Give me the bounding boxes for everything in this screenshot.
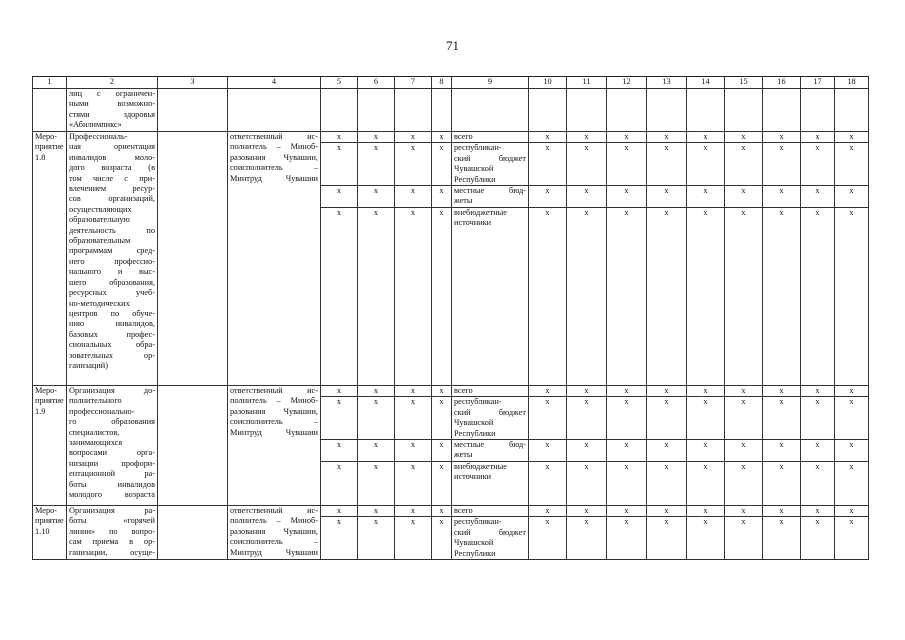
event-id-cell: [33, 132, 67, 386]
x-mark: x: [647, 440, 687, 462]
funding-source-cell: [452, 397, 529, 440]
column-number: 15: [725, 77, 763, 89]
x-mark: x: [395, 517, 432, 560]
text-line: ганизации, осуще-: [69, 547, 155, 557]
event-id-cell: [33, 386, 67, 506]
text-line: «Абилимпикс»: [69, 120, 122, 130]
empty-cell: [687, 89, 725, 132]
text-line: всего: [454, 506, 473, 516]
x-mark: x: [321, 208, 358, 386]
text-line: дого возраста (в: [69, 163, 155, 173]
x-mark: x: [835, 397, 869, 440]
empty-cell: [158, 386, 228, 506]
text-line: вопросами орга-: [69, 448, 155, 458]
x-mark: x: [687, 143, 725, 186]
x-mark: x: [763, 132, 801, 143]
text-line: республикан-: [454, 143, 502, 153]
x-mark: x: [647, 462, 687, 506]
empty-cell: [158, 506, 228, 560]
x-mark: x: [358, 462, 395, 506]
empty-cell: [529, 89, 567, 132]
x-mark: x: [647, 517, 687, 560]
text-line: ский бюджет: [454, 527, 526, 537]
column-number: 4: [228, 77, 321, 89]
text-line: ответственный ис-: [230, 506, 318, 516]
column-number: 3: [158, 77, 228, 89]
x-mark: x: [358, 517, 395, 560]
x-mark: x: [725, 462, 763, 506]
x-mark: x: [321, 386, 358, 397]
text-line: занимающихся: [69, 438, 123, 448]
text-line: разования Чувашии,: [230, 152, 318, 162]
x-mark: x: [529, 208, 567, 386]
column-number: 1: [33, 77, 67, 89]
text-line: местные бюд-: [454, 186, 526, 196]
x-mark: x: [725, 517, 763, 560]
x-mark: x: [321, 143, 358, 186]
text-line: сиональных обра-: [69, 340, 155, 350]
x-mark: x: [607, 462, 647, 506]
table-row: [33, 89, 869, 132]
x-mark: x: [432, 506, 452, 517]
text-line: соисполнитель –: [230, 537, 318, 547]
text-line: полнительного: [69, 396, 122, 406]
text-line: ответственный ис-: [230, 386, 318, 396]
column-number: 11: [567, 77, 607, 89]
table-row: [33, 506, 869, 517]
x-mark: x: [763, 506, 801, 517]
x-mark: x: [432, 517, 452, 560]
table-body: [33, 77, 869, 560]
x-mark: x: [358, 397, 395, 440]
text-line: всего: [454, 132, 473, 141]
text-line: внебюджетные: [454, 208, 507, 218]
empty-cell: [763, 89, 801, 132]
x-mark: x: [607, 440, 647, 462]
event-id-cell: [33, 89, 67, 132]
text-line: го образования: [69, 417, 155, 427]
empty-cell: [158, 89, 228, 132]
x-mark: x: [801, 506, 835, 517]
funding-source-cell: [452, 386, 529, 397]
x-mark: x: [763, 186, 801, 208]
column-number: 13: [647, 77, 687, 89]
event-name-cell: [67, 506, 158, 560]
executor-cell: [228, 506, 321, 560]
x-mark: x: [647, 397, 687, 440]
x-mark: x: [529, 517, 567, 560]
column-number: 10: [529, 77, 567, 89]
x-mark: x: [687, 397, 725, 440]
x-mark: x: [687, 386, 725, 397]
event-name-cell: [67, 386, 158, 506]
x-mark: x: [567, 143, 607, 186]
x-mark: x: [607, 143, 647, 186]
x-mark: x: [395, 143, 432, 186]
text-line: Республики: [454, 174, 496, 184]
x-mark: x: [607, 386, 647, 397]
x-mark: x: [835, 386, 869, 397]
text-line: но-методических: [69, 298, 130, 308]
x-mark: x: [395, 440, 432, 462]
x-mark: x: [529, 462, 567, 506]
table-row: [33, 132, 869, 143]
x-mark: x: [725, 386, 763, 397]
x-mark: x: [358, 506, 395, 517]
text-line: профессионально-: [69, 406, 135, 416]
x-mark: x: [763, 517, 801, 560]
empty-cell: [158, 132, 228, 386]
empty-cell: [432, 89, 452, 132]
x-mark: x: [321, 397, 358, 440]
funding-source-cell: [452, 186, 529, 208]
x-mark: x: [801, 132, 835, 143]
x-mark: x: [567, 132, 607, 143]
x-mark: x: [687, 517, 725, 560]
x-mark: x: [358, 186, 395, 208]
x-mark: x: [395, 208, 432, 386]
x-mark: x: [687, 506, 725, 517]
x-mark: x: [432, 208, 452, 386]
x-mark: x: [835, 506, 869, 517]
x-mark: x: [647, 132, 687, 143]
text-line: него профессио-: [69, 256, 155, 266]
funding-source-cell: [452, 132, 529, 143]
empty-cell: [801, 89, 835, 132]
empty-cell: [725, 89, 763, 132]
x-mark: x: [432, 440, 452, 462]
text-line: ресурсных учеб-: [69, 288, 155, 298]
x-mark: x: [529, 506, 567, 517]
text-line: нального и выс-: [69, 267, 155, 277]
text-line: молодого возраста: [69, 490, 155, 500]
x-mark: x: [763, 440, 801, 462]
x-mark: x: [725, 132, 763, 143]
page-number: 71: [446, 38, 459, 53]
x-mark: x: [321, 462, 358, 506]
text-line: ответственный ис-: [230, 132, 318, 141]
text-line: ная ориентация: [69, 142, 155, 152]
x-mark: x: [567, 440, 607, 462]
text-line: Организация ра-: [69, 506, 155, 516]
funding-source-cell: [452, 506, 529, 517]
x-mark: x: [395, 186, 432, 208]
text-line: шего образования,: [69, 277, 155, 287]
empty-cell: [835, 89, 869, 132]
x-mark: x: [321, 440, 358, 462]
text-line: полнитель – Миноб-: [230, 516, 318, 526]
text-line: Республики: [454, 548, 496, 558]
text-line: источники: [454, 472, 492, 482]
text-line: низации профори-: [69, 458, 155, 468]
text-line: сов организаций,: [69, 194, 155, 204]
text-line: 1.8: [35, 152, 46, 162]
x-mark: x: [432, 397, 452, 440]
x-mark: x: [725, 506, 763, 517]
x-mark: x: [763, 462, 801, 506]
text-line: том числе с при-: [69, 173, 155, 183]
text-line: Минтруд Чувашии: [230, 427, 318, 437]
x-mark: x: [607, 186, 647, 208]
x-mark: x: [647, 506, 687, 517]
x-mark: x: [801, 143, 835, 186]
text-line: всего: [454, 386, 473, 396]
text-line: боты инвалидов: [69, 479, 155, 489]
text-line: влечением ресур-: [69, 184, 155, 194]
x-mark: x: [321, 186, 358, 208]
text-line: республикан-: [454, 517, 502, 527]
x-mark: x: [687, 462, 725, 506]
column-number: 16: [763, 77, 801, 89]
x-mark: x: [321, 517, 358, 560]
funding-source-cell: [452, 462, 529, 506]
x-mark: x: [395, 386, 432, 397]
text-line: ганизаций): [69, 360, 109, 370]
x-mark: x: [607, 517, 647, 560]
text-line: соисполнитель –: [230, 163, 318, 173]
x-mark: x: [432, 143, 452, 186]
event-name-cell: [67, 89, 158, 132]
x-mark: x: [395, 462, 432, 506]
column-number: 9: [452, 77, 529, 89]
text-line: разования Чувашии,: [230, 406, 318, 416]
column-number: 17: [801, 77, 835, 89]
text-line: стями здоровья: [69, 109, 155, 119]
event-id-cell: [33, 506, 67, 560]
text-line: Чувашской: [454, 418, 494, 428]
text-line: лиц с ограничен-: [69, 89, 155, 98]
text-line: соисполнитель –: [230, 417, 318, 427]
text-line: ентационной ра-: [69, 469, 155, 479]
empty-cell: [647, 89, 687, 132]
x-mark: x: [395, 132, 432, 143]
x-mark: x: [432, 386, 452, 397]
text-line: жеты: [454, 450, 473, 460]
empty-cell: [395, 89, 432, 132]
x-mark: x: [835, 462, 869, 506]
x-mark: x: [725, 440, 763, 462]
column-number: 5: [321, 77, 358, 89]
x-mark: x: [567, 517, 607, 560]
x-mark: x: [763, 397, 801, 440]
text-line: осуществляющих: [69, 204, 132, 214]
x-mark: x: [835, 132, 869, 143]
empty-cell: [452, 89, 529, 132]
funding-source-cell: [452, 517, 529, 560]
text-line: Чувашской: [454, 538, 494, 548]
x-mark: x: [567, 186, 607, 208]
text-line: разования Чувашии,: [230, 526, 318, 536]
x-mark: x: [835, 186, 869, 208]
text-line: Минтруд Чувашии: [230, 547, 318, 557]
x-mark: x: [801, 517, 835, 560]
text-line: приятие: [35, 516, 64, 526]
x-mark: x: [321, 506, 358, 517]
x-mark: x: [801, 462, 835, 506]
x-mark: x: [567, 506, 607, 517]
x-mark: x: [835, 517, 869, 560]
x-mark: x: [358, 132, 395, 143]
x-mark: x: [763, 386, 801, 397]
text-line: Организация до-: [69, 386, 155, 396]
x-mark: x: [607, 208, 647, 386]
text-line: республикан-: [454, 397, 502, 407]
executor-cell: [228, 386, 321, 506]
text-line: ский бюджет: [454, 153, 526, 163]
text-line: полнитель – Миноб-: [230, 396, 318, 406]
funding-source-cell: [452, 208, 529, 386]
program-table: [32, 76, 869, 560]
text-line: деятельность по: [69, 225, 155, 235]
text-line: центров по обуче-: [69, 308, 155, 318]
text-line: Чувашской: [454, 164, 494, 174]
x-mark: x: [358, 386, 395, 397]
column-number: 2: [67, 77, 158, 89]
column-number: 12: [607, 77, 647, 89]
x-mark: x: [567, 462, 607, 506]
column-number: 18: [835, 77, 869, 89]
x-mark: x: [835, 143, 869, 186]
text-line: 1.10: [35, 526, 50, 536]
text-line: ский бюджет: [454, 407, 526, 417]
column-number: 14: [687, 77, 725, 89]
text-line: местные бюд-: [454, 440, 526, 450]
x-mark: x: [687, 208, 725, 386]
column-number: 6: [358, 77, 395, 89]
event-name-cell: [67, 132, 158, 386]
text-line: базовых профес-: [69, 329, 155, 339]
x-mark: x: [725, 143, 763, 186]
text-line: нию инвалидов,: [69, 319, 155, 329]
funding-source-cell: [452, 440, 529, 462]
x-mark: x: [835, 208, 869, 386]
column-number: 7: [395, 77, 432, 89]
x-mark: x: [529, 386, 567, 397]
x-mark: x: [529, 143, 567, 186]
x-mark: x: [725, 208, 763, 386]
x-mark: x: [801, 208, 835, 386]
executor-cell: [228, 89, 321, 132]
text-line: линии» по вопро-: [69, 526, 155, 536]
x-mark: x: [529, 397, 567, 440]
x-mark: x: [801, 186, 835, 208]
text-line: Меро-: [35, 506, 58, 516]
text-line: жеты: [454, 196, 473, 206]
text-line: боты «горячей: [69, 516, 155, 526]
x-mark: x: [647, 186, 687, 208]
text-line: сам приема в ор-: [69, 537, 155, 547]
x-mark: x: [763, 143, 801, 186]
text-line: зовательных ор-: [69, 350, 155, 360]
table-row: [33, 386, 869, 397]
x-mark: x: [607, 397, 647, 440]
executor-cell: [228, 132, 321, 386]
text-line: ными возможно-: [69, 99, 155, 109]
text-line: внебюджетные: [454, 462, 507, 472]
text-line: Меро-: [35, 386, 58, 396]
text-line: 1.9: [35, 406, 46, 416]
x-mark: x: [647, 143, 687, 186]
x-mark: x: [725, 186, 763, 208]
x-mark: x: [358, 143, 395, 186]
x-mark: x: [529, 186, 567, 208]
x-mark: x: [432, 186, 452, 208]
empty-cell: [321, 89, 358, 132]
x-mark: x: [801, 440, 835, 462]
text-line: Республики: [454, 428, 496, 438]
text-line: приятие: [35, 396, 64, 406]
header-row: [33, 77, 869, 89]
x-mark: x: [607, 506, 647, 517]
text-line: образовательным: [69, 236, 131, 246]
text-line: Меро-: [35, 132, 58, 141]
text-line: программам сред-: [69, 246, 155, 256]
x-mark: x: [358, 440, 395, 462]
x-mark: x: [432, 132, 452, 143]
text-line: Минтруд Чувашии: [230, 173, 318, 183]
empty-cell: [567, 89, 607, 132]
funding-source-cell: [452, 143, 529, 186]
x-mark: x: [529, 440, 567, 462]
text-line: специалистов,: [69, 427, 120, 437]
empty-cell: [607, 89, 647, 132]
x-mark: x: [687, 440, 725, 462]
x-mark: x: [835, 440, 869, 462]
x-mark: x: [321, 132, 358, 143]
x-mark: x: [395, 397, 432, 440]
x-mark: x: [567, 397, 607, 440]
x-mark: x: [687, 186, 725, 208]
text-line: Профессиональ-: [69, 132, 128, 141]
x-mark: x: [567, 208, 607, 386]
x-mark: x: [529, 132, 567, 143]
text-line: приятие: [35, 142, 64, 152]
x-mark: x: [801, 386, 835, 397]
x-mark: x: [687, 132, 725, 143]
x-mark: x: [647, 208, 687, 386]
text-line: инвалидов моло-: [69, 152, 155, 162]
empty-cell: [358, 89, 395, 132]
text-line: полнитель – Миноб-: [230, 142, 318, 152]
x-mark: x: [567, 386, 607, 397]
column-number: 8: [432, 77, 452, 89]
x-mark: x: [432, 462, 452, 506]
x-mark: x: [801, 397, 835, 440]
text-line: источники: [454, 218, 492, 228]
x-mark: x: [395, 506, 432, 517]
text-line: образовательную: [69, 215, 130, 225]
x-mark: x: [647, 386, 687, 397]
x-mark: x: [607, 132, 647, 143]
x-mark: x: [763, 208, 801, 386]
x-mark: x: [358, 208, 395, 386]
x-mark: x: [725, 397, 763, 440]
